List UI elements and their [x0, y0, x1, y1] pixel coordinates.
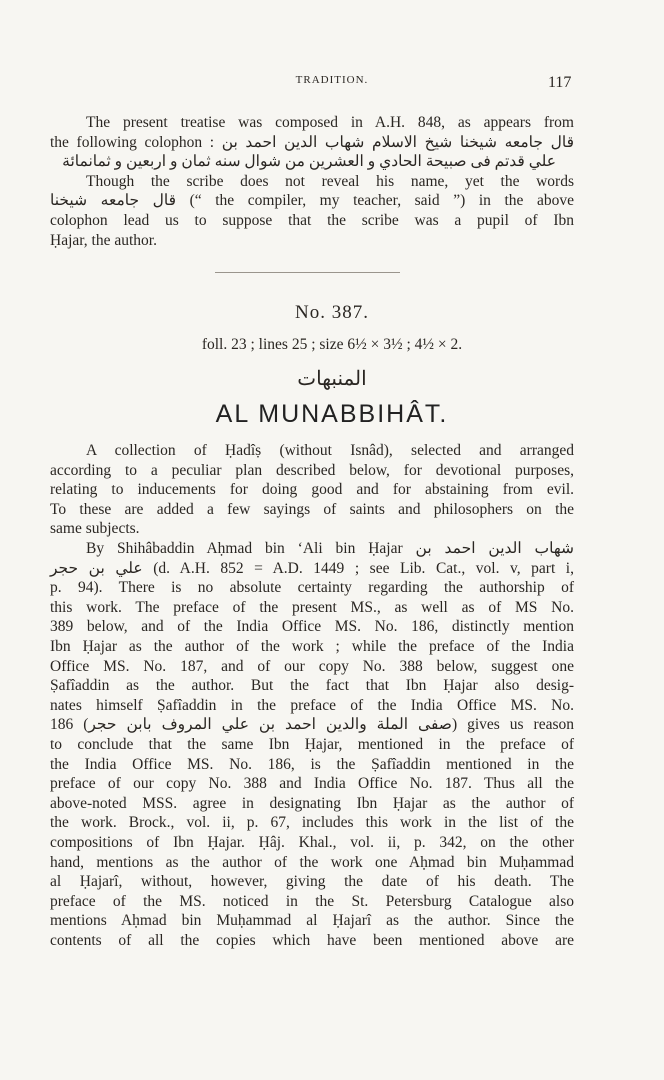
text-line: same subjects.	[50, 520, 140, 538]
entry-meta: foll. 23 ; lines 25 ; size 6½ × 3½ ; 4½ × 2.	[201, 336, 463, 353]
text-line: By Shihâbaddin Aḥmad bin ‘Ali bin Ḥajar شهاب الدين احمد بن	[86, 540, 574, 557]
text-line: colophon lead us to suppose that the scribe was a pupil of Ibn	[50, 211, 574, 229]
page-number: 117	[548, 74, 572, 91]
text-line: al Ḥajarî, without, however, giving the date of his death. The	[50, 873, 574, 891]
text-line: contents of all the copies which have been mentioned above are	[50, 931, 574, 949]
text-line: To these are added a few sayings of saints and philosophers on the	[50, 500, 574, 518]
text-line: p. 94). There is no absolute certainty regarding the authorship of	[50, 579, 574, 597]
text-line: The present treatise was composed in A.H. 848, as appears from	[86, 114, 574, 131]
text-line: Ṣafîaddin as the author. But the fact that Ibn Ḥajar also desig-	[50, 677, 574, 695]
text-line: Ibn Ḥajar as the author of the work ; while the preface of the India	[50, 637, 574, 655]
text-line: قال جامعه شيخنا (“ the compiler, my teacher, said ”) in the above	[50, 192, 574, 210]
text-line: the following colophon : قال جامعه شيخنا شيخ الاسلام شهاب الدين احمد بن	[50, 133, 574, 151]
text-line: A collection of Ḥadîṣ (without Isnâd), selected and arranged	[86, 442, 574, 459]
entry-title: AL MUNABBIHÂT.	[215, 400, 449, 428]
text-line: to conclude that the same Ibn Ḥajar, mentioned in the preface of	[50, 735, 574, 753]
text-line: 389 below, and of the India Office MS. No. 186, distinctly mention	[50, 618, 574, 636]
text-line: this work. The preface of the present MS., as well as of MS No.	[50, 598, 574, 616]
text-line: mentions Aḥmad bin Muḥammad al Ḥajarî as the author. Since the	[50, 912, 574, 930]
text-line: nates himself Ṣafîaddin in the preface of the India Office MS. No.	[50, 696, 574, 714]
running-head: TRADITION.	[295, 74, 369, 86]
text-line: preface of the MS. noticed in the St. Petersburg Catalogue also	[50, 892, 574, 910]
text-line: علي بن حجر (d. A.H. 852 = A.D. 1449 ; see Lib. Cat., vol. v, part i,	[50, 559, 574, 577]
text-line: compositions of Ibn Ḥajar. Ḥâj. Khal., vol. ii, p. 342, on the other	[50, 833, 574, 851]
text-line: the India Office MS. No. 186, is the Ṣafîaddin mentioned in the	[50, 755, 574, 773]
text-line: Ḥajar, the author.	[50, 231, 157, 249]
text-line: according to a peculiar plan described below, for devotional purposes,	[50, 461, 574, 479]
text-line: relating to inducements for doing good and for abstaining from evil.	[50, 481, 574, 499]
text-line: hand, mentions as the author of the work one Aḥmad bin Muḥammad	[50, 853, 574, 871]
text-line: Office MS. No. 187, and of our copy No. 388 below, suggest one	[50, 657, 574, 675]
text-line: 186 (صفى الملة والدين احمد بن علي المروف بابن حجر) gives us reason	[50, 716, 574, 734]
text-line: Though the scribe does not reveal his name, yet the words	[86, 172, 574, 190]
paragraph-authorship	[50, 539, 574, 950]
paragraph-colophon	[50, 113, 574, 250]
section-divider	[215, 272, 400, 273]
text-line: above-noted MSS. agree in designating Ibn Ḥajar as the author of	[50, 794, 574, 812]
text-line: preface of our copy No. 388 and India Office No. 187. Thus all the	[50, 775, 574, 793]
paragraph-description	[50, 441, 574, 539]
arabic-title: المنبهات	[297, 368, 367, 390]
text-line: علي قدتم فى صبيحة الحادي و العشرين من شوال سنه ثمان و اربعين و ثمانمائة	[62, 153, 556, 171]
entry-number: No. 387.	[295, 302, 369, 323]
text-line: the work. Brock., vol. ii, p. 67, includes this work in the list of the	[50, 814, 574, 832]
